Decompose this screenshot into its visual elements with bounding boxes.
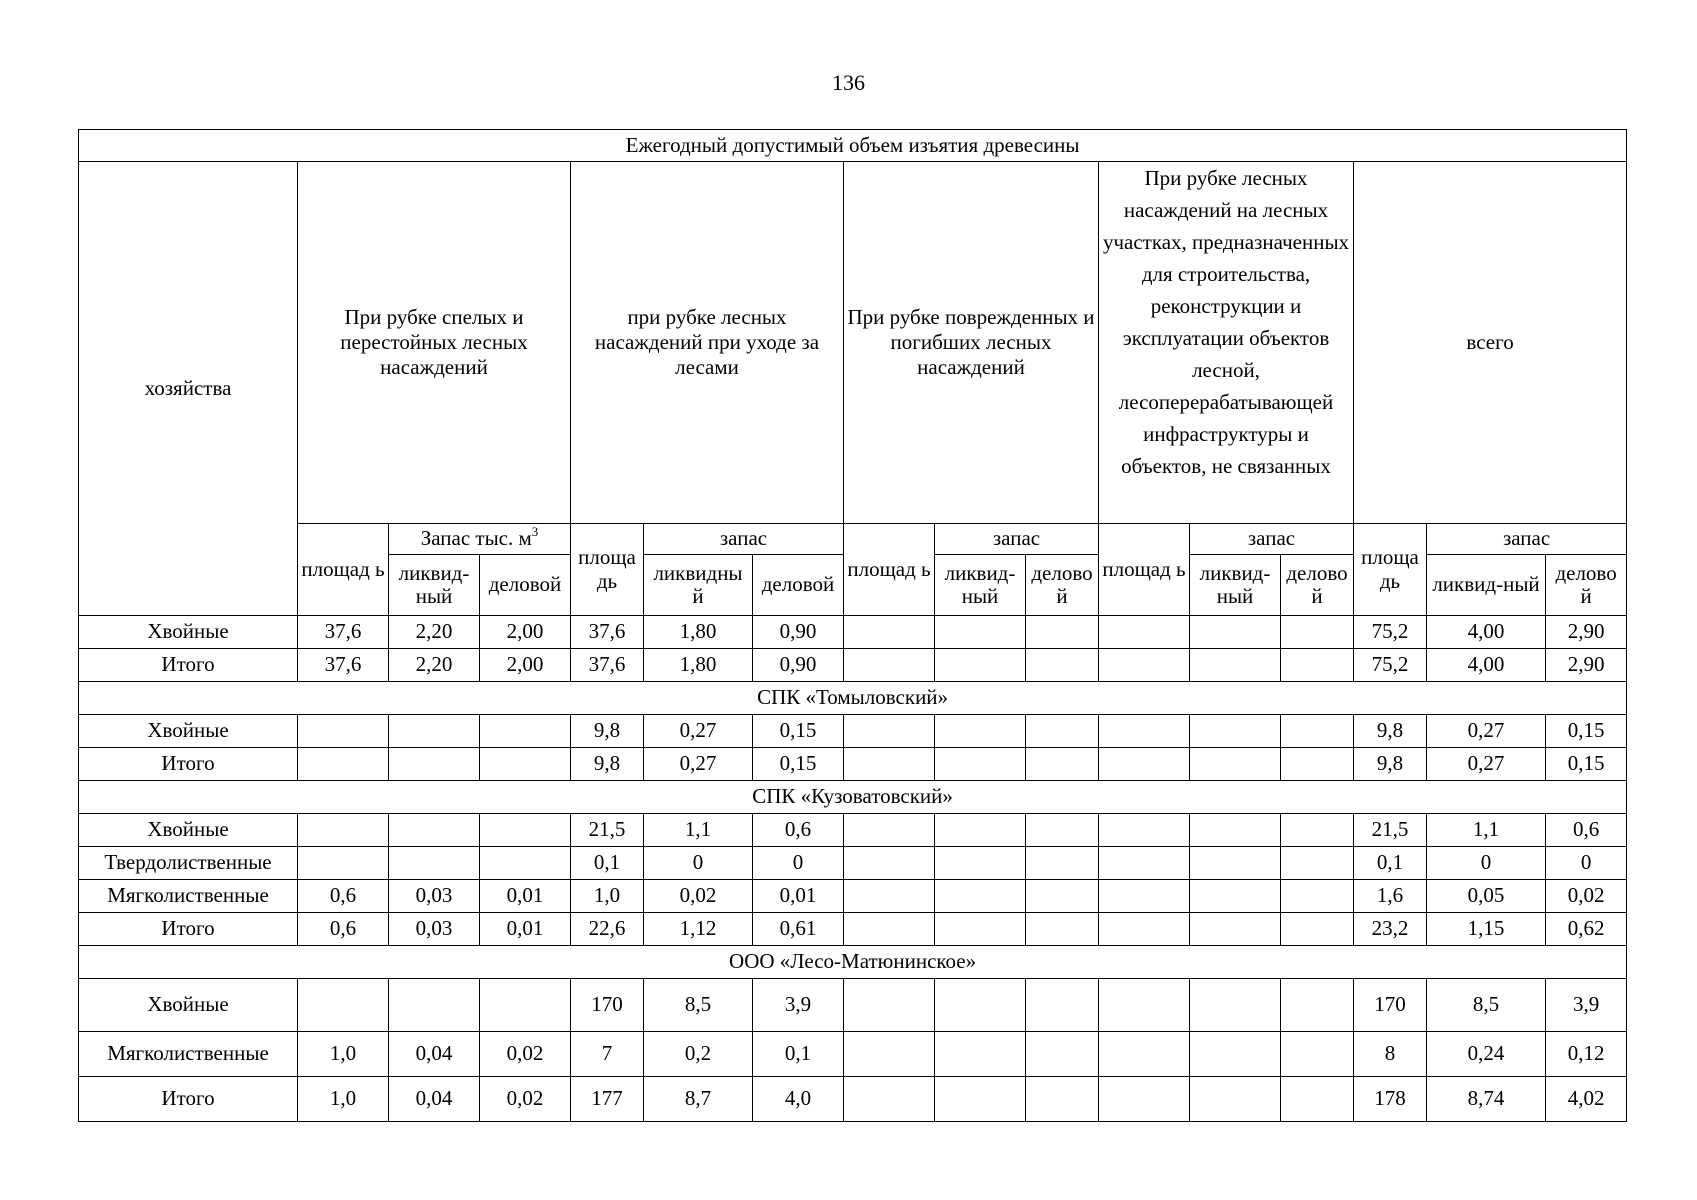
table-cell: 3,9 xyxy=(753,979,844,1032)
table-row xyxy=(79,814,1627,847)
header-group-care: при рубке лесных насаждений при уходе за лесами xyxy=(571,162,844,524)
table-cell xyxy=(1026,649,1099,682)
table-cell xyxy=(1099,715,1190,748)
table-cell xyxy=(1190,847,1281,880)
table-row xyxy=(79,649,1627,682)
table-cell: 0,24 xyxy=(1427,1032,1546,1077)
table-cell xyxy=(844,1077,935,1122)
table-cell: 0,90 xyxy=(753,616,844,649)
table-cell: 23,2 xyxy=(1354,913,1427,946)
table-cell xyxy=(935,1077,1026,1122)
table-cell xyxy=(389,814,480,847)
table-cell xyxy=(1281,913,1354,946)
table-title: Ежегодный допустимый объем изъятия древесины xyxy=(79,130,1627,162)
table-cell: 2,00 xyxy=(480,649,571,682)
table-cell xyxy=(1099,979,1190,1032)
table-cell xyxy=(1190,616,1281,649)
table-cell xyxy=(1281,649,1354,682)
table-cell xyxy=(1026,715,1099,748)
table-cell: 37,6 xyxy=(298,616,389,649)
table-cell xyxy=(844,1032,935,1077)
table-cell: 0,1 xyxy=(571,847,644,880)
table-cell xyxy=(1099,814,1190,847)
table-cell xyxy=(1281,814,1354,847)
table-cell: 178 xyxy=(1354,1077,1427,1122)
table-cell: 3,9 xyxy=(1546,979,1627,1032)
table-cell xyxy=(935,616,1026,649)
table-cell: 1,0 xyxy=(298,1032,389,1077)
table-cell: 1,0 xyxy=(571,880,644,913)
header-g3-liquid: ликвид-ный xyxy=(935,555,1026,616)
table-cell xyxy=(1190,748,1281,781)
table-cell: 0,61 xyxy=(753,913,844,946)
table-cell xyxy=(1026,913,1099,946)
header-g1-stock xyxy=(389,524,571,555)
header-g4-liquid: ликвид-ный xyxy=(1190,555,1281,616)
table-cell: 170 xyxy=(571,979,644,1032)
table-cell xyxy=(1026,814,1099,847)
table-cell xyxy=(389,847,480,880)
row-label: Хвойные xyxy=(79,979,298,1032)
table-cell xyxy=(1026,880,1099,913)
table-cell: 0 xyxy=(644,847,753,880)
row-label: Хвойные xyxy=(79,616,298,649)
table-cell xyxy=(1099,616,1190,649)
table-row xyxy=(79,748,1627,781)
table-cell: 9,8 xyxy=(1354,748,1427,781)
table-cell xyxy=(1281,979,1354,1032)
table-row xyxy=(79,880,1627,913)
row-label: Твердолиственные xyxy=(79,847,298,880)
header-g1-business: деловой xyxy=(480,555,571,616)
table-cell: 0 xyxy=(1546,847,1627,880)
table-header xyxy=(79,130,1627,616)
table-cell xyxy=(935,649,1026,682)
row-label: Итого xyxy=(79,649,298,682)
table-cell: 8,7 xyxy=(644,1077,753,1122)
table-cell: 0,01 xyxy=(753,880,844,913)
table-cell: 4,0 xyxy=(753,1077,844,1122)
header-group-construction: При рубке лесных насаждений на лесных участках, предназначенных для строительства, реконструкции и эксплуатации объектов лесной, лесоперерабатывающей инфраструктуры и объектов, не связанных xyxy=(1099,162,1354,524)
table-cell: 0,6 xyxy=(1546,814,1627,847)
table-cell xyxy=(1281,616,1354,649)
section-title: ООО «Лесо-Матюнинское» xyxy=(79,946,1627,979)
header-g1-liquid: ликвид-ный xyxy=(389,555,480,616)
table-cell: 0,02 xyxy=(1546,880,1627,913)
table-cell xyxy=(389,715,480,748)
table-cell: 0,1 xyxy=(1354,847,1427,880)
table-cell xyxy=(1190,913,1281,946)
header-g2-liquid: ликвидны й xyxy=(644,555,753,616)
table-cell: 75,2 xyxy=(1354,616,1427,649)
table-cell xyxy=(935,847,1026,880)
table-cell: 0,01 xyxy=(480,913,571,946)
table-cell: 1,12 xyxy=(644,913,753,946)
table-row xyxy=(79,1032,1627,1077)
table-cell: 0,02 xyxy=(644,880,753,913)
table-cell xyxy=(1026,748,1099,781)
table-cell xyxy=(844,616,935,649)
section-row xyxy=(79,682,1627,715)
table-row xyxy=(79,979,1627,1032)
table-cell: 0,02 xyxy=(480,1032,571,1077)
table-cell: 0,6 xyxy=(753,814,844,847)
header-g1-stock-sup: 3 xyxy=(531,524,539,540)
table-cell xyxy=(844,880,935,913)
table-cell xyxy=(1026,847,1099,880)
header-g2-business: деловой xyxy=(753,555,844,616)
table-cell xyxy=(298,814,389,847)
table-row xyxy=(79,847,1627,880)
table-cell: 0,1 xyxy=(753,1032,844,1077)
table-cell xyxy=(1281,847,1354,880)
header-g5-business: делово й xyxy=(1546,555,1627,616)
header-group-damaged: При рубке поврежденных и погибших лесных насаждений xyxy=(844,162,1099,524)
table-cell: 2,20 xyxy=(389,649,480,682)
table-cell: 4,00 xyxy=(1427,616,1546,649)
table-cell xyxy=(1190,814,1281,847)
table-cell xyxy=(298,979,389,1032)
table-cell: 37,6 xyxy=(571,616,644,649)
table-cell xyxy=(935,880,1026,913)
table-cell: 2,90 xyxy=(1546,649,1627,682)
table-cell: 7 xyxy=(571,1032,644,1077)
table-cell: 0 xyxy=(1427,847,1546,880)
row-label: Мягколиственные xyxy=(79,1032,298,1077)
table-cell: 0,04 xyxy=(389,1032,480,1077)
header-g1-area: площад ь xyxy=(298,524,389,616)
section-title: СПК «Кузоватовский» xyxy=(79,781,1627,814)
table-cell xyxy=(935,715,1026,748)
table-cell: 0,15 xyxy=(753,715,844,748)
table-cell: 22,6 xyxy=(571,913,644,946)
row-label: Мягколиственные xyxy=(79,880,298,913)
table-cell: 177 xyxy=(571,1077,644,1122)
table-cell xyxy=(844,748,935,781)
table-row xyxy=(79,616,1627,649)
table-cell: 0,27 xyxy=(644,715,753,748)
table-cell: 0,90 xyxy=(753,649,844,682)
header-g3-stock: запас xyxy=(935,524,1099,555)
table-cell: 75,2 xyxy=(1354,649,1427,682)
header-g5-stock: запас xyxy=(1427,524,1627,555)
table-cell xyxy=(480,979,571,1032)
header-g4-stock: запас xyxy=(1190,524,1354,555)
table-cell: 4,00 xyxy=(1427,649,1546,682)
header-g2-area: площа дь xyxy=(571,524,644,616)
table-cell: 1,0 xyxy=(298,1077,389,1122)
table-cell: 0,15 xyxy=(1546,748,1627,781)
table-cell: 0,12 xyxy=(1546,1032,1627,1077)
table-cell: 0,27 xyxy=(644,748,753,781)
header-g2-stock: запас xyxy=(644,524,844,555)
table-cell: 0,2 xyxy=(644,1032,753,1077)
table-cell xyxy=(389,979,480,1032)
table-cell xyxy=(1099,649,1190,682)
table-row xyxy=(79,715,1627,748)
table-cell xyxy=(389,748,480,781)
table-cell: 2,90 xyxy=(1546,616,1627,649)
header-g4-business: делово й xyxy=(1281,555,1354,616)
table-cell: 1,6 xyxy=(1354,880,1427,913)
table-cell: 0,02 xyxy=(480,1077,571,1122)
table-cell xyxy=(1026,1032,1099,1077)
table-cell: 2,00 xyxy=(480,616,571,649)
table-cell xyxy=(1281,1077,1354,1122)
table-cell: 8,5 xyxy=(644,979,753,1032)
table-cell xyxy=(1190,1077,1281,1122)
table-cell: 0,15 xyxy=(1546,715,1627,748)
table-cell: 37,6 xyxy=(571,649,644,682)
table-cell: 1,1 xyxy=(1427,814,1546,847)
header-group-mature: При рубке спелых и перестойных лесных насаждений xyxy=(298,162,571,524)
table-cell xyxy=(1026,979,1099,1032)
table-cell: 0,15 xyxy=(753,748,844,781)
header-g5-liquid: ликвид-ный xyxy=(1427,555,1546,616)
table-cell xyxy=(935,1032,1026,1077)
table-cell: 1,1 xyxy=(644,814,753,847)
page-number: 136 xyxy=(832,70,865,95)
table-cell xyxy=(1190,715,1281,748)
table-cell: 0,6 xyxy=(298,913,389,946)
section-title: СПК «Томыловский» xyxy=(79,682,1627,715)
table-cell xyxy=(1099,748,1190,781)
table-cell: 9,8 xyxy=(571,715,644,748)
table-cell xyxy=(844,715,935,748)
table-cell xyxy=(1281,715,1354,748)
table-cell: 21,5 xyxy=(571,814,644,847)
table-cell xyxy=(1281,880,1354,913)
table-row xyxy=(79,1077,1627,1122)
table-cell: 0,03 xyxy=(389,880,480,913)
table-cell xyxy=(480,814,571,847)
table-cell xyxy=(298,748,389,781)
table-cell xyxy=(298,847,389,880)
table-cell: 1,80 xyxy=(644,616,753,649)
table-cell xyxy=(1099,880,1190,913)
table-cell xyxy=(935,748,1026,781)
section-row xyxy=(79,781,1627,814)
table-cell xyxy=(844,649,935,682)
table-cell xyxy=(1190,979,1281,1032)
header-g3-business: делово й xyxy=(1026,555,1099,616)
table-cell xyxy=(935,913,1026,946)
table-cell xyxy=(1190,649,1281,682)
table-cell: 8,5 xyxy=(1427,979,1546,1032)
table-cell xyxy=(1099,913,1190,946)
header-farm: хозяйства xyxy=(79,162,298,616)
table-cell xyxy=(844,814,935,847)
table-cell xyxy=(480,715,571,748)
table-cell xyxy=(844,913,935,946)
table-cell xyxy=(1026,616,1099,649)
table-cell xyxy=(1099,1032,1190,1077)
table-cell: 2,20 xyxy=(389,616,480,649)
table-cell xyxy=(1099,1077,1190,1122)
table-cell xyxy=(480,847,571,880)
table-cell xyxy=(480,748,571,781)
table-cell xyxy=(1281,1032,1354,1077)
table-cell xyxy=(935,814,1026,847)
header-group-total: всего xyxy=(1354,162,1627,524)
header-g1-stock-label: Запас тыс. м xyxy=(420,526,532,551)
table-cell: 0,05 xyxy=(1427,880,1546,913)
table-cell: 4,02 xyxy=(1546,1077,1627,1122)
table-cell: 1,15 xyxy=(1427,913,1546,946)
header-g4-area: площад ь xyxy=(1099,524,1190,616)
table-cell: 0,03 xyxy=(389,913,480,946)
table-cell xyxy=(298,715,389,748)
header-g3-area: площад ь xyxy=(844,524,935,616)
table-cell: 37,6 xyxy=(298,649,389,682)
table-cell xyxy=(935,979,1026,1032)
table-cell: 1,80 xyxy=(644,649,753,682)
table-cell: 170 xyxy=(1354,979,1427,1032)
table-cell: 0,27 xyxy=(1427,715,1546,748)
table-row xyxy=(79,913,1627,946)
table-cell: 21,5 xyxy=(1354,814,1427,847)
row-label: Хвойные xyxy=(79,715,298,748)
table-cell xyxy=(1190,1032,1281,1077)
table-cell xyxy=(1281,748,1354,781)
table-cell: 8 xyxy=(1354,1032,1427,1077)
table-cell xyxy=(844,979,935,1032)
row-label: Итого xyxy=(79,913,298,946)
row-label: Итого xyxy=(79,748,298,781)
table-cell: 0,04 xyxy=(389,1077,480,1122)
section-row xyxy=(79,946,1627,979)
table-cell xyxy=(1026,1077,1099,1122)
table-body xyxy=(79,616,1627,1122)
row-label: Хвойные xyxy=(79,814,298,847)
table-cell: 0,01 xyxy=(480,880,571,913)
table-cell xyxy=(1190,880,1281,913)
table-cell: 9,8 xyxy=(1354,715,1427,748)
table-cell: 8,74 xyxy=(1427,1077,1546,1122)
table-cell: 0 xyxy=(753,847,844,880)
table-cell xyxy=(844,847,935,880)
timber-harvest-table xyxy=(78,129,1627,1122)
row-label: Итого xyxy=(79,1077,298,1122)
table-cell xyxy=(1099,847,1190,880)
table-cell: 0,62 xyxy=(1546,913,1627,946)
table-cell: 9,8 xyxy=(571,748,644,781)
table-cell: 0,27 xyxy=(1427,748,1546,781)
table-cell: 0,6 xyxy=(298,880,389,913)
header-g5-area: площа дь xyxy=(1354,524,1427,616)
